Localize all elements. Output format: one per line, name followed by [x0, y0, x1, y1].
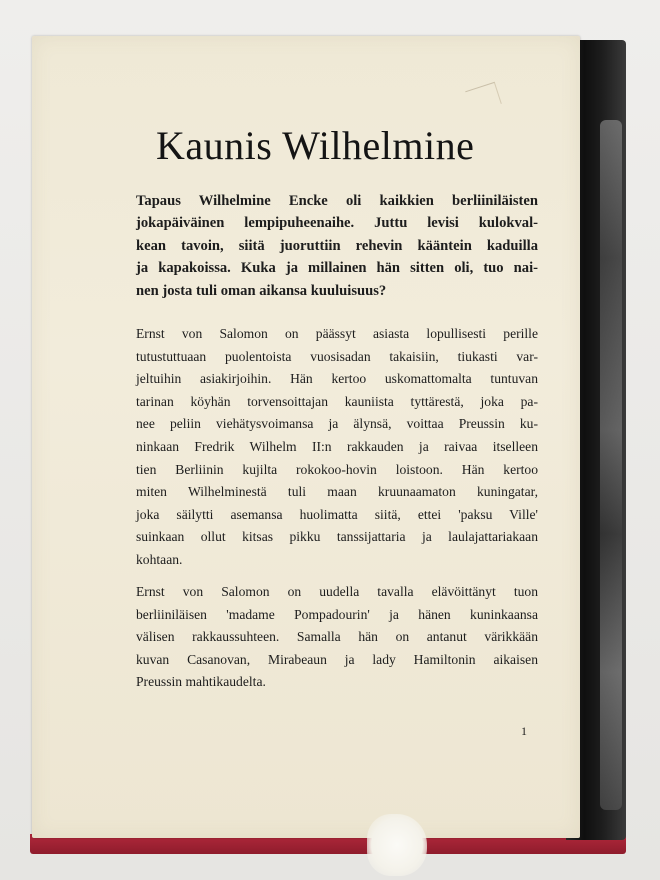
body-line: joka säilytti asemansa huolimatta siitä, ettei 'paksu Ville'	[136, 506, 538, 522]
body-line: kohtaan.	[136, 551, 183, 567]
lead-line: jokapäiväinen lempipuheenaihe. Juttu levisi kulokval-	[136, 215, 538, 232]
body-line: berliiniläisen 'madame Pompadourin' ja hänen kuninkaansa	[136, 606, 538, 622]
body-line: tien Berliinin kujilta rokokoo-hovin loistoon. Hän kertoo	[136, 461, 538, 477]
body-line: nee peliin viehätysvoimansa ja älynsä, voittaa Preussin ku-	[136, 416, 538, 432]
spine-wear	[600, 120, 622, 810]
body-line: Preussin mahtikaudelta.	[136, 674, 266, 690]
body-line: Ernst von Salomon on uudella tavalla elävöittänyt tuon	[136, 584, 538, 599]
book-title: Kaunis Wilhelmine	[156, 123, 475, 168]
body-line: ninkaan Fredrik Wilhelm II:n rakkauden ja raivaa itselleen	[136, 438, 538, 454]
lead-line: nen josta tuli oman aikansa kuuluisuus?	[136, 282, 387, 299]
body-line: suinkaan ollut kitsas pikku tanssijattaria ja laulajattariakaan	[136, 529, 538, 545]
body-paragraph-2	[136, 581, 538, 694]
jacket-tear	[465, 82, 502, 113]
worn-patch	[367, 814, 427, 876]
body-line: välisen rakkaussuhteen. Samalla hän on antanut värikkään	[136, 629, 538, 645]
lead-paragraph	[136, 190, 538, 302]
body-line: jeltuihin asiakirjoihin. Hän kertoo uskomattomalta tuntuvan	[136, 371, 538, 387]
body-line: Ernst von Salomon on päässyt asiasta lopullisesti perille	[136, 326, 538, 341]
lead-line: kean tavoin, siitä juoruttiin rehevin kääntein kaduilla	[136, 237, 538, 254]
body-paragraph-1	[136, 323, 538, 572]
body-line: kuvan Casanovan, Mirabeaun ja lady Hamiltonin aikaisen	[136, 651, 538, 667]
body-line: miten Wilhelminestä tuli maan kruunaamaton kuningatar,	[136, 484, 538, 500]
page-number: 1	[521, 724, 527, 738]
lead-line: Tapaus Wilhelmine Encke oli kaikkien berliiniläisten	[136, 193, 538, 209]
body-line: tutustuttuaan puolentoista vuosisadan takaisiin, tiukasti var-	[136, 348, 538, 364]
lead-line: ja kapakoissa. Kuka ja millainen hän sitten oli, tuo nai-	[136, 260, 538, 277]
body-line: tarinan köyhän torvensoittajan kauniista tyttärestä, joka pa-	[136, 393, 538, 409]
